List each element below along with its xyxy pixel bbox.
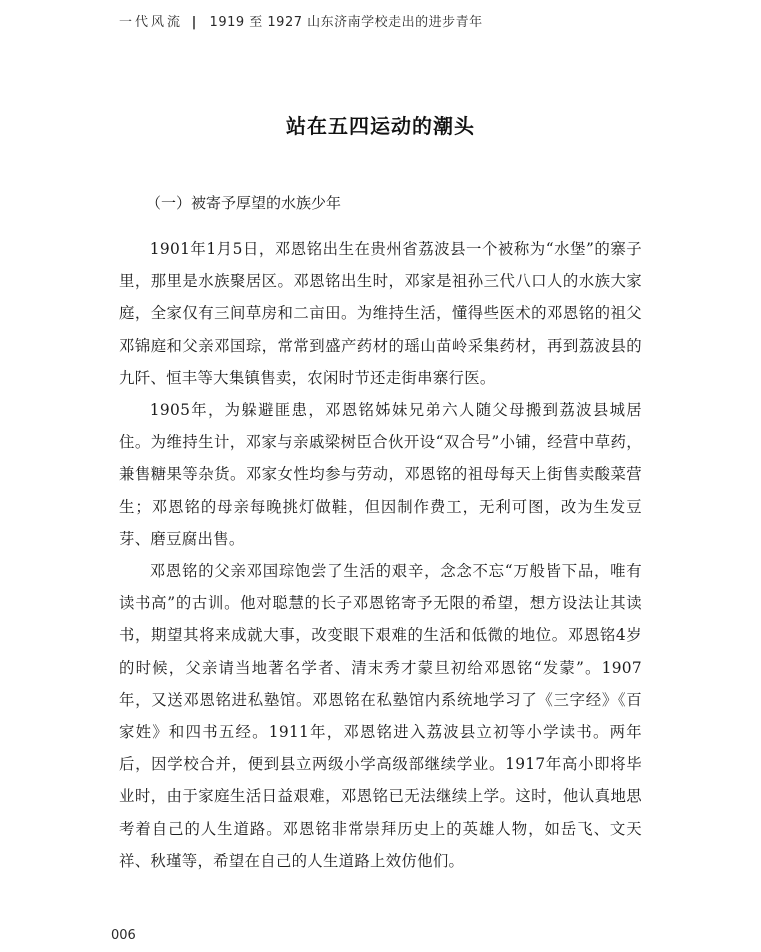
book-subtitle: 1919 至 1927 山东济南学校走出的进步青年	[209, 15, 483, 30]
section-heading: （一）被寄予厚望的水族少年	[146, 194, 342, 212]
chapter-title: 站在五四运动的潮头	[286, 114, 475, 138]
paragraph: 1901年1月5日，邓恩铭出生在贵州省荔波县一个被称为“水堡”的寨子里，那里是水族聚居区。邓恩铭出生时，邓家是祖孙三代八口人的水族大家庭，全家仅有三间草房和二亩田。为维持生活，懂得些医术的邓恩铭的祖父邓锦庭和父亲邓国琮，常常到盛产药材的瑶山苗岭采集药材，再到荔波县的九阡、恒丰等大集镇售卖，农闲时节还走街串寨行医。	[119, 240, 642, 387]
book-title: 一代风流	[119, 15, 184, 30]
running-header	[119, 11, 483, 30]
paragraph: 1905年，为躲避匪患，邓恩铭姊妹兄弟六人随父母搬到荔波县城居住。为维持生计，邓家与亲戚梁树臣合伙开设“双合号”小铺，经营中草药，兼售糖果等杂货。邓家女性均参与劳动，邓恩铭的祖母每天上街售卖酸菜营生；邓恩铭的母亲每晚挑灯做鞋，但因制作费工，无利可图，改为生发豆芽、磨豆腐出售。	[119, 401, 642, 548]
paragraph: 邓恩铭的父亲邓国琮饱尝了生活的艰辛，念念不忘“万般皆下品，唯有读书高”的古训。他对聪慧的长子邓恩铭寄予无限的希望，想方设法让其读书，期望其将来成就大事，改变眼下艰难的生活和低微的地位。邓恩铭4岁的时候，父亲请当地著名学者、清末秀才蒙旦初给邓恩铭“发蒙”。1907年，又送邓恩铭进私塾馆。邓恩铭在私塾馆内系统地学习了《三字经》《百家姓》和四书五经。1911年，邓恩铭进入荔波县立初等小学读书。两年后，因学校合并，便到县立两级小学高级部继续学业。1917年高小即将毕业时，由于家庭生活日益艰难，邓恩铭已无法继续上学。这时，他认真地思考着自己的人生道路。邓恩铭非常崇拜历史上的英雄人物，如岳飞、文天祥、秋瑾等，希望在自己的人生道路上效仿他们。	[119, 562, 642, 870]
page-number: 006	[111, 928, 136, 943]
header-separator: |	[191, 15, 197, 30]
body-text	[119, 233, 642, 877]
